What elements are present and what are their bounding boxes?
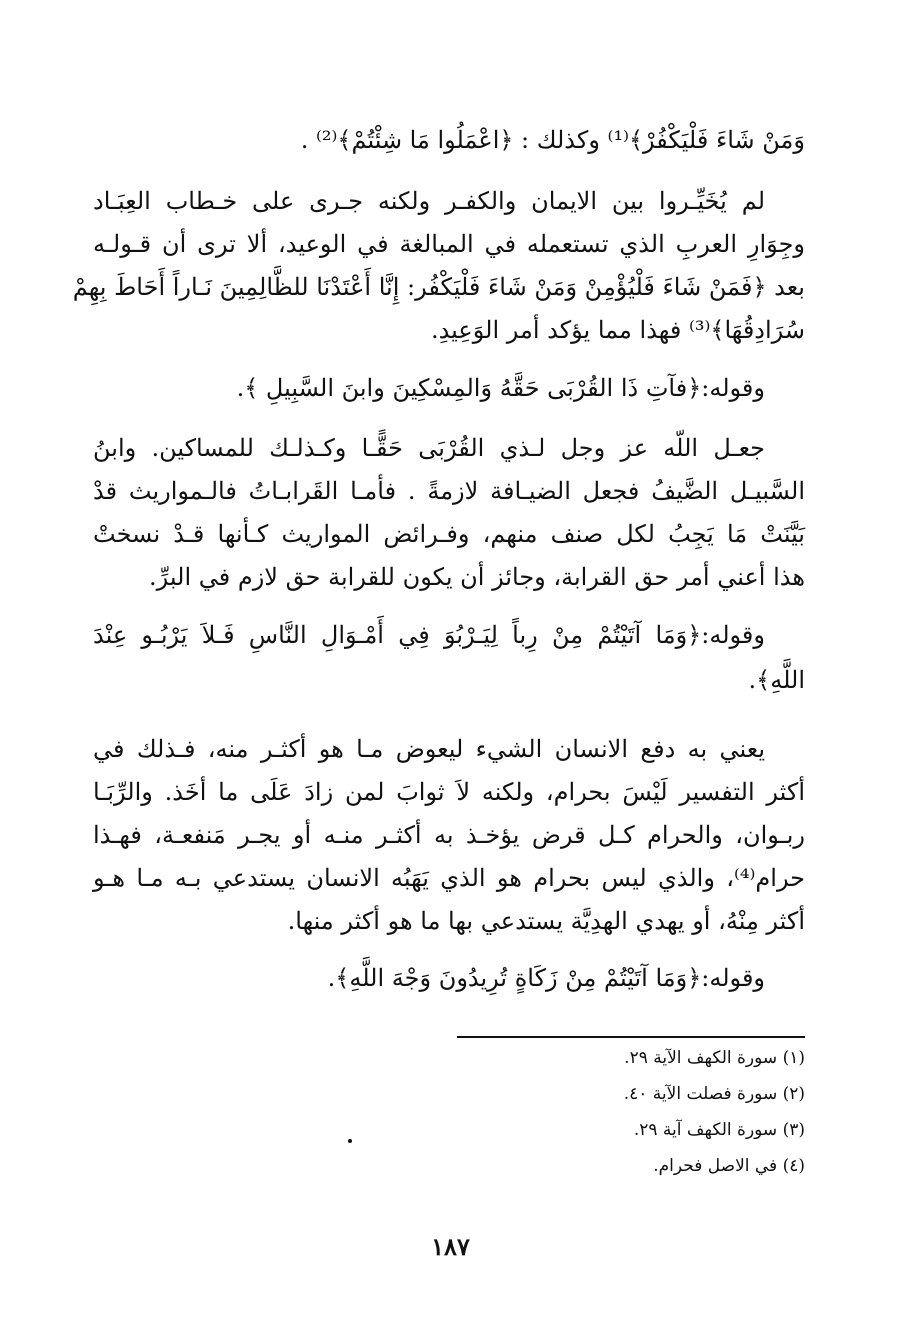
verse-2-line-2: اللَّهِ﴾. xyxy=(748,666,805,694)
page-number: ١٨٧ xyxy=(431,1232,470,1261)
footnote-4: (٤) في الاصل فحرام. xyxy=(653,1156,805,1176)
footnote-2: (٢) سورة فصلت الآية ٤٠. xyxy=(623,1084,805,1104)
verse-1: وقوله:﴿فآتِ ذَا القُرْبَى حَقَّهُ وَالمِسْكِينَ وابنَ السَّبِيلِ ﴾. xyxy=(236,374,765,402)
paragraph-1-line-2: وجِوَارِ العربِ الذي تستعمله في المبالغة في الوعيد، ألا ترى أن قـولـه xyxy=(93,230,805,258)
ink-speck xyxy=(348,1139,352,1143)
paragraph-1-line-4: سُرَادِقُهَا﴾⁽³⁾ فهذا مما يؤكد أمر الوَعِيدِ. xyxy=(430,316,805,344)
verse-2-line-1: وقوله:﴿وَمَا آتَيْتُمْ مِنْ رِباً لِيَـرْبُوَ فِي أَمْـوَالِ النَّاسِ فَـلاَ يَرْبُـو عِنْدَ xyxy=(93,621,765,649)
paragraph-3-line-2: أكثر التفسير لَيْسَ بحرام، ولكنه لاَ ثوابَ لمن زادَ عَلَى ما أخَذ. والرِّبَـا xyxy=(93,778,805,806)
paragraph-3-line-4: حرام⁽⁴⁾، والذي ليس بحرام هو الذي يَهَبُه الانسان يستدعي بـه مـا هـو xyxy=(93,864,806,892)
paragraph-2-line-2: السَّبيـل الضَّيفُ فجعل الضيـافة لازمةً . فأمـا القَرابـاتُ فالـمواريث قدْ xyxy=(93,477,805,505)
paragraph-2-line-4: هذا أعني أمر حق القرابة، وجائز أن يكون للقرابة حق لازم في البرِّ. xyxy=(149,563,805,591)
paragraph-1-line-3: بعد ﴿فَمَنْ شَاءَ فَلْيُؤْمِنْ وَمَنْ شَاءَ فَلْيَكْفُر: إِنَّا أَعْتَدْنَا للظَّالِمِينَ نَـاراً أَحَاطَ بِهِمْ xyxy=(72,273,805,301)
paragraph-3-line-3: ربـوان، والحرام كـل قرض يؤخـذ به أكثـر منـه أو يجـر مَنفعـة، فهـذا xyxy=(93,821,805,849)
paragraph-2-line-1: جعـل اللّه عز وجل لـذي القُرْبَى حَقًّـا وكـذلـك للمساكين. وابنُ xyxy=(93,434,765,462)
intro-line: وَمَنْ شَاءَ فَلْيَكْفُرْ﴾⁽¹⁾ وكذلك : ﴿اعْمَلُوا مَا شِئْتُمْ﴾⁽²⁾ . xyxy=(300,126,805,154)
footnote-separator xyxy=(457,1036,805,1038)
paragraph-3-line-1: يعني به دفع الانسان الشيء ليعوض مـا هو أكثـر منه، فـذلك في xyxy=(93,735,765,763)
footnote-1: (١) سورة الكهف الآية ٢٩. xyxy=(624,1048,805,1068)
footnote-3: (٣) سورة الكهف آية ٢٩. xyxy=(633,1120,805,1140)
paragraph-2-line-3: بَيَّنَتْ مَا يَجِبُ لكل صنف منهم، وفـرائض المواريث كـأنها قـدْ نسختْ xyxy=(93,520,805,548)
paragraph-3-line-5: أكثر مِنْهُ، أو يهدي الهدِيَّة يستدعي بها ما هو أكثر منها. xyxy=(287,907,805,935)
paragraph-1-line-1: لم يُخَيِّـروا بين الايمان والكفـر ولكنه جـرى على خـطاب العِبَـاد xyxy=(93,187,765,215)
verse-3: وقوله:﴿وَمَا آتَيْتُمْ مِنْ زَكَاةٍ تُرِيدُونَ وَجْهَ اللَّهِ﴾. xyxy=(327,964,765,992)
